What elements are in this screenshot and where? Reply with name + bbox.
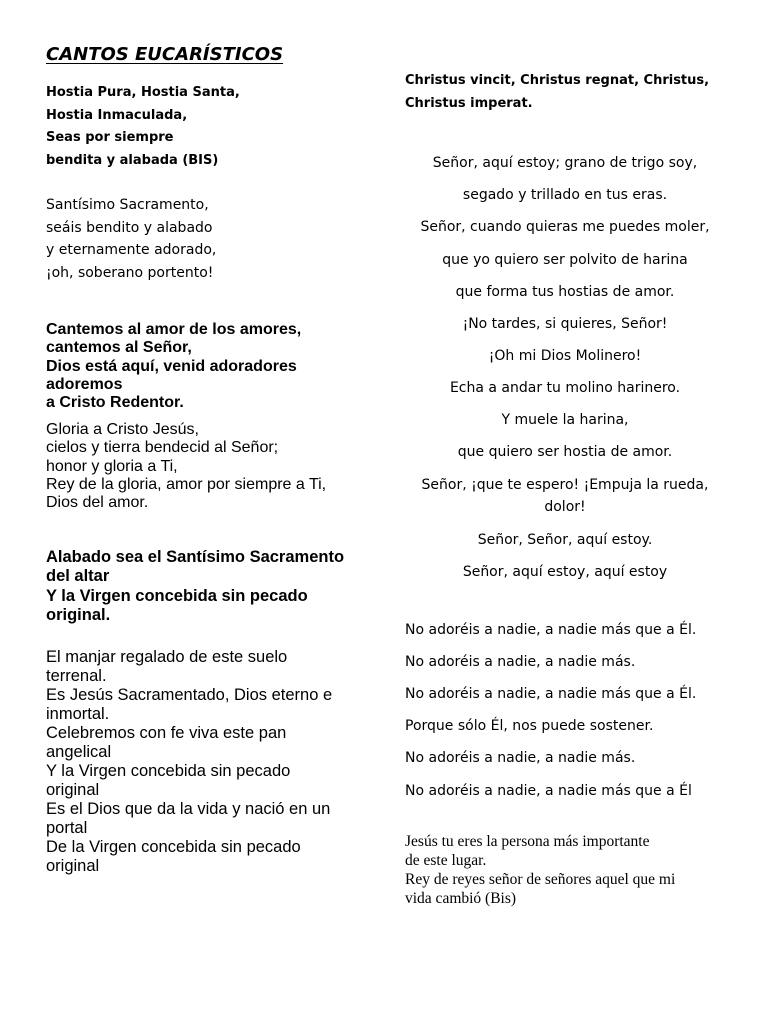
lyric-line: original.: [46, 605, 111, 624]
lyric-line: que forma tus hostias de amor.: [455, 284, 675, 300]
lyric-line: Y la Virgen concebida sin pecado: [46, 586, 308, 605]
lyric-line: No adoréis a nadie, a nadie más.: [405, 750, 636, 766]
chorus-alabado: [46, 548, 344, 625]
verse-santisimo-sacramento: [46, 194, 216, 284]
lyric-line: cielos y tierra bendecid al Señor;: [46, 439, 279, 457]
lyric-line: Gloria a Cristo Jesús,: [46, 421, 199, 438]
lyric-line: Christus vincit, Christus regnat, Christus,: [405, 73, 710, 88]
lyric-line: portal: [46, 819, 88, 837]
lyric-line: No adoréis a nadie, a nadie más que a Él: [405, 783, 692, 799]
lyric-line: Porque sólo Él, nos puede sostener.: [405, 718, 654, 734]
lyric-line: Es el Dios que da la vida y nació en un: [46, 800, 331, 818]
lyric-line: que quiero ser hostia de amor.: [457, 444, 673, 460]
lyric-line: inmortal.: [46, 705, 110, 723]
lyric-line: Echa a andar tu molino harinero.: [449, 380, 681, 396]
lyric-line: Y la Virgen concebida sin pecado: [46, 762, 291, 780]
lyric-line: ¡Oh mi Dios Molinero!: [488, 348, 642, 364]
lyric-line: Dios del amor.: [46, 494, 149, 512]
lyric-line: Celebremos con fe viva este pan: [46, 724, 287, 742]
lyric-line: Señor, Señor, aquí estoy.: [477, 532, 653, 548]
lyric-line: No adoréis a nadie, a nadie más que a Él.: [405, 686, 697, 702]
lyric-line: Señor, cuando quieras me puedes moler,: [420, 219, 710, 235]
lyric-line: Señor, aquí estoy; grano de trigo soy,: [432, 155, 698, 171]
lyric-line: De la Virgen concebida sin pecado: [46, 838, 301, 856]
lyric-line: No adoréis a nadie, a nadie más.: [405, 654, 636, 670]
lyric-line: del altar: [46, 567, 110, 586]
lyric-line: Hostia Pura, Hostia Santa,: [46, 85, 240, 100]
lyric-line: Señor, ¡que te espero! ¡Empuja la rueda,: [421, 477, 709, 493]
lyric-line: Rey de la gloria, amor por siempre a Ti,: [46, 475, 327, 493]
lyric-line: de este lugar.: [405, 852, 487, 869]
lyric-line: ¡No tardes, si quieres, Señor!: [462, 316, 668, 332]
lyric-line: Seas por siempre: [46, 130, 174, 145]
verse-christus-vincit: [405, 70, 709, 115]
lyric-line: No adoréis a nadie, a nadie más que a Él.: [405, 622, 697, 638]
lyric-line: Cantemos al amor de los amores,: [46, 321, 302, 338]
lyric-line: a Cristo Redentor.: [46, 394, 184, 412]
lyric-line: Santísimo Sacramento,: [46, 197, 209, 213]
lyric-line: Alabado sea el Santísimo Sacramento: [46, 548, 345, 566]
lyric-line: cantemos al Señor,: [46, 339, 192, 357]
lyric-line: adoremos: [46, 375, 123, 393]
lyric-line: terrenal.: [46, 667, 107, 685]
lyric-line: Señor, aquí estoy, aquí estoy: [462, 564, 668, 580]
lyric-line: angelical: [46, 743, 112, 761]
verse-manjar: [46, 648, 332, 876]
lyric-line: segado y trillado en tus eras.: [462, 187, 668, 203]
lyric-line: Dios está aquí, venid adoradores: [46, 357, 297, 375]
lyric-line: bendita y alabada (BIS): [46, 152, 219, 168]
page-title: CANTOS EUCARÍSTICOS: [46, 44, 284, 65]
chorus-cantemos: [46, 321, 301, 412]
verse-hostia-pura: [46, 82, 240, 172]
lyric-line: ¡oh, soberano portento!: [46, 264, 214, 281]
lyric-line: honor y gloria a Ti,: [46, 457, 178, 475]
lyric-line: original: [46, 781, 100, 799]
lyric-line: Y muele la harina,: [501, 412, 629, 428]
lyric-line: dolor!: [544, 499, 586, 515]
lyric-line: Jesús tu eres la persona más importante: [405, 833, 650, 850]
lyric-line: Christus imperat.: [405, 95, 533, 111]
lyric-line: que yo quiero ser polvito de harina: [442, 252, 688, 268]
lyric-line: Hostia Inmaculada,: [46, 107, 188, 123]
verse-gloria: [46, 421, 326, 512]
lyric-line: original: [46, 857, 100, 875]
lyric-line: El manjar regalado de este suelo: [46, 648, 288, 666]
song-jesus-persona: [405, 832, 675, 908]
lyric-line: y eternamente adorado,: [46, 242, 217, 258]
lyric-line: vida cambió (Bis): [405, 890, 517, 907]
lyric-line: Rey de reyes señor de señores aquel que mi: [405, 871, 676, 888]
lyric-line: seáis bendito y alabado: [46, 219, 213, 236]
lyric-line: Es Jesús Sacramentado, Dios eterno e: [46, 686, 333, 704]
